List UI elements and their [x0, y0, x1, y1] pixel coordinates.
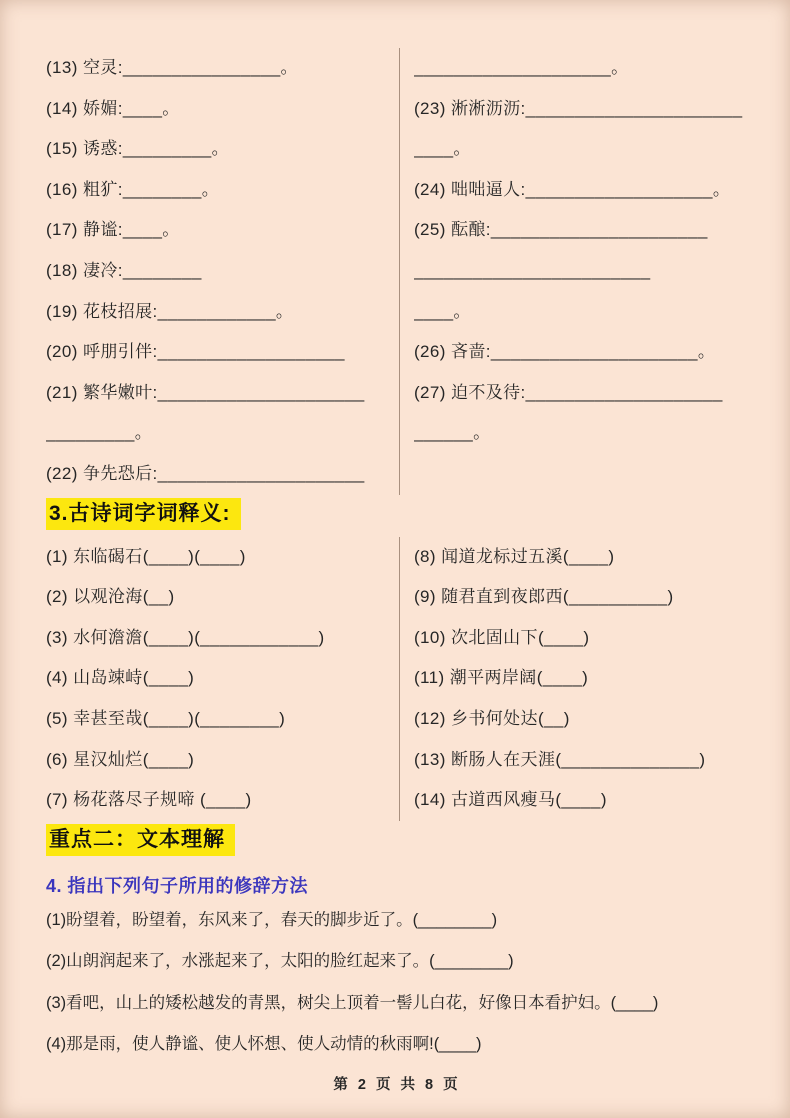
poetry-item: (10) 次北固山下(____) [414, 627, 590, 647]
vocab-item: (13) 空灵:________________。 [46, 58, 298, 77]
rhetoric-sentence: (3)看吧，山上的矮松越发的青黑，树尖上顶着一髻儿白花，好像日本看护妇。(____) [46, 993, 659, 1012]
poetry-columns [46, 537, 748, 821]
vocab-item: (21) 繁华嫩叶:_____________________ [46, 382, 365, 402]
rhetoric-sentence: (2)山朗润起来了，水涨起来了，太阳的脸红起来了。(________) [46, 952, 514, 971]
poetry-item: (2) 以观沧海(__) [46, 587, 175, 607]
vocab-item: (23) 淅淅沥沥:______________________ [414, 98, 743, 118]
vocab-item: ____________________。 [414, 58, 629, 77]
poetry-item: (14) 古道西风瘦马(____) [414, 790, 607, 810]
poetry-left-column [46, 537, 399, 821]
key-point-2-heading: 重点二：文本理解 [46, 824, 235, 856]
poetry-item: (3) 水何澹澹(____)(____________) [46, 627, 325, 647]
poetry-item: (6) 星汉灿烂(____) [46, 749, 195, 769]
vocab-item: (19) 花枝招展:____________。 [46, 301, 294, 321]
poetry-item: (8) 闻道龙标过五溪(____) [414, 546, 615, 566]
vocab-item: (16) 粗犷:________。 [46, 179, 220, 199]
poetry-item: (1) 东临碣石(____)(____) [46, 546, 246, 566]
rhetoric-sentence: (1)盼望着，盼望着，东风来了，春天的脚步近了。(________) [46, 910, 498, 929]
poetry-item: (7) 杨花落尽子规啼 (____) [46, 790, 252, 810]
vocab-item: ____。 [414, 301, 471, 321]
vocab-item: (27) 迫不及待:____________________ [414, 382, 723, 402]
vocab-item: (22) 争先恐后:_____________________ [46, 463, 365, 483]
vocab-item: (25) 酝酿:______________________ [414, 220, 708, 240]
poetry-section [46, 537, 748, 821]
vocab-right-column [399, 48, 748, 495]
poetry-item: (11) 潮平两岸阔(____) [414, 668, 589, 688]
vocab-item: _________。 [46, 423, 153, 443]
vocab-item: ________________________ [414, 260, 651, 280]
poetry-item: (9) 随君直到夜郎西(__________) [414, 587, 674, 607]
vocab-item: (26) 吝啬:_____________________。 [414, 342, 716, 362]
vocab-item: (20) 呼朋引伴:___________________ [46, 342, 345, 362]
poetry-section-heading: 3.古诗词字词释义: [46, 498, 241, 530]
rhetoric-sentence-list [46, 900, 748, 1066]
poetry-item: (5) 幸甚至哉(____)(________) [46, 708, 286, 728]
poetry-item: (4) 山岛竦峙(____) [46, 668, 195, 688]
vocab-item: (15) 诱惑:_________。 [46, 139, 229, 159]
vocab-item: (17) 静谧:____。 [46, 220, 180, 240]
vocab-item: ______。 [414, 423, 491, 443]
poetry-right-column [399, 537, 748, 821]
question-4-heading: 4. 指出下列句子所用的修辞方法 [46, 875, 309, 896]
vocab-item: ____。 [414, 139, 471, 159]
vocab-left-column [46, 48, 399, 495]
vocab-item: (18) 凄冷:________ [46, 260, 202, 280]
poetry-item: (12) 乡书何处达(__) [414, 708, 570, 728]
rhetoric-sentence: (4)那是雨，使人静谧、使人怀想、使人动情的秋雨啊!(____) [46, 1035, 482, 1054]
poetry-item: (13) 断肠人在天涯(______________) [414, 749, 706, 769]
page-footer: 第 2 页 共 8 页 [333, 1076, 461, 1093]
vocab-section [46, 48, 748, 495]
vocab-item: (14) 娇媚:____。 [46, 98, 180, 118]
vocab-columns [46, 48, 748, 495]
vocab-item: (24) 咄咄逼人:___________________。 [414, 179, 731, 199]
